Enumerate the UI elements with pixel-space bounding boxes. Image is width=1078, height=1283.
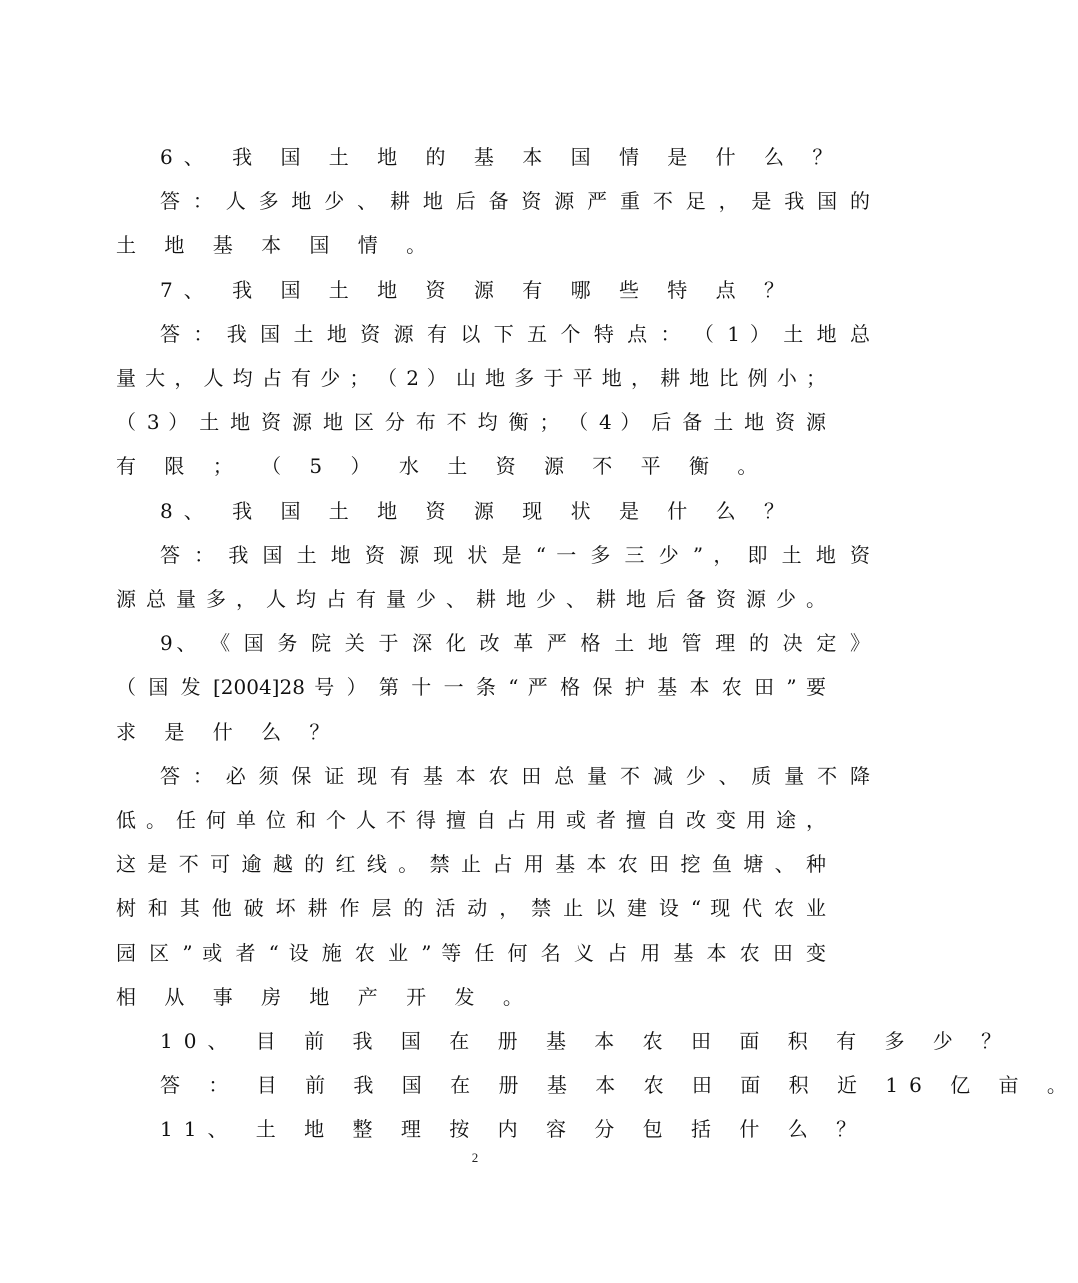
- text-line: 8、 我 国 土 地 资 源 现 状 是 什 么 ？: [160, 499, 796, 523]
- text-line: 园 区 ” 或 者 “ 设 施 农 业 ” 等 任 何 名 义 占 用 基 本 农 田 变: [116, 941, 826, 965]
- text-line: 答 ： 必 须 保 证 现 有 基 本 农 田 总 量 不 减 少 、 质 量 不 降: [160, 764, 870, 788]
- text-line: 相 从 事 房 地 产 开 发 。: [116, 985, 534, 1009]
- text-line: （ 3 ） 土 地 资 源 地 区 分 布 不 均 衡 ； （ 4 ） 后 备 土 地 资 源: [116, 410, 826, 434]
- text-line: 树 和 其 他 破 坏 耕 作 层 的 活 动 ， 禁 止 以 建 设 “ 现 代 农 业: [116, 896, 826, 920]
- text-line: 答 ： 人 多 地 少 、 耕 地 后 备 资 源 严 重 不 足 ， 是 我 国 的: [160, 189, 870, 213]
- text-line: 土 地 基 本 国 情 。: [116, 233, 438, 257]
- text-line: 有 限 ； （ 5 ） 水 土 资 源 不 平 衡 。: [116, 454, 769, 478]
- text-line: 低 。 任 何 单 位 和 个 人 不 得 擅 自 占 用 或 者 擅 自 改 变 用 途 ，: [116, 808, 826, 832]
- text-line: 这 是 不 可 逾 越 的 红 线 。 禁 止 占 用 基 本 农 田 挖 鱼 塘 、 种: [116, 852, 826, 876]
- text-line: 6、 我 国 土 地 的 基 本 国 情 是 什 么 ？: [160, 145, 844, 169]
- text-line: 11、 土 地 整 理 按 内 容 分 包 括 什 么 ？: [160, 1117, 868, 1141]
- text-line: 答 ： 我 国 土 地 资 源 现 状 是 “ 一 多 三 少 ” ， 即 土 地 资: [160, 543, 870, 567]
- text-line: 量 大 ， 人 均 占 有 少 ； （ 2 ） 山 地 多 于 平 地 ， 耕 地 比 例 小 ；: [116, 366, 826, 390]
- text-line: 10、 目 前 我 国 在 册 基 本 农 田 面 积 有 多 少 ？: [160, 1029, 1013, 1053]
- text-line: 7、 我 国 土 地 资 源 有 哪 些 特 点 ？: [160, 278, 796, 302]
- text-line: （ 国 发 [2004]28 号 ） 第 十 一 条 “ 严 格 保 护 基 本 农 田 ” 要: [116, 675, 826, 699]
- text-line: 求 是 什 么 ？: [116, 720, 341, 744]
- page-number: 2: [471, 1150, 479, 1165]
- text-line: 答 ： 目 前 我 国 在 册 基 本 农 田 面 积 近 16 亿 亩 。: [160, 1073, 1078, 1097]
- text-line: 答 ： 我 国 土 地 资 源 有 以 下 五 个 特 点 ： （ 1 ） 土 地 总: [160, 322, 870, 346]
- text-line: 源 总 量 多 ， 人 均 占 有 量 少 、 耕 地 少 、 耕 地 后 备 资 源 少 。: [116, 587, 826, 611]
- text-line: 9、 《 国 务 院 关 于 深 化 改 革 严 格 土 地 管 理 的 决 定 》: [160, 631, 870, 655]
